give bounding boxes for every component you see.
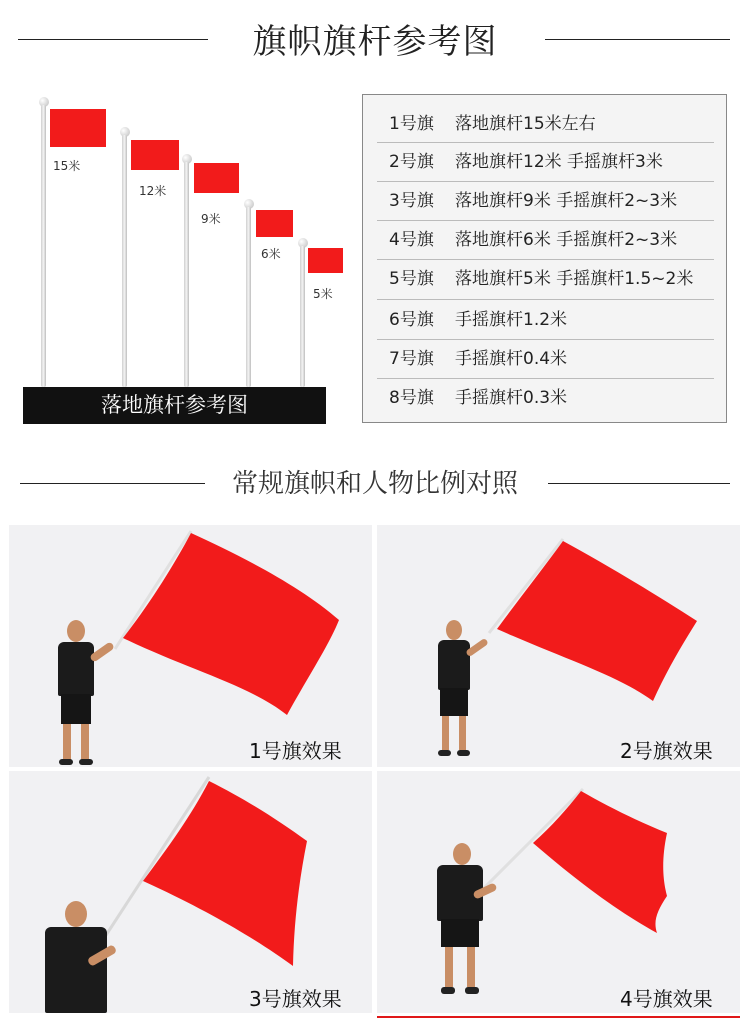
person-figure	[435, 843, 495, 1003]
table-row	[377, 221, 714, 259]
flag-pole-spec: 落地旗杆12米 手摇旗杆3米	[455, 152, 663, 172]
section-rule-right	[548, 483, 730, 484]
person-figure	[55, 620, 115, 767]
height-label-5m: 5米	[313, 287, 333, 301]
effect-panel-4	[377, 771, 740, 1013]
flag-9m	[194, 163, 239, 193]
table-row	[377, 182, 714, 220]
flag-pole-spec: 手摇旗杆0.3米	[455, 388, 568, 408]
effect-caption-4: 4号旗效果	[620, 987, 713, 1011]
effect-panel-2	[377, 525, 740, 767]
flag-number: 8号旗	[389, 388, 434, 408]
flag-number: 4号旗	[389, 230, 434, 250]
person-figure	[435, 620, 491, 762]
flag-number: 2号旗	[389, 152, 434, 172]
effect-caption-3: 3号旗效果	[249, 987, 342, 1011]
pole-15m	[41, 105, 46, 387]
table-row	[377, 340, 714, 378]
flag-pole-spec: 落地旗杆5米 手摇旗杆1.5~2米	[455, 269, 694, 289]
flag-pole-spec: 落地旗杆15米左右	[455, 114, 596, 134]
title-rule-right	[545, 39, 730, 40]
flag-number: 1号旗	[389, 114, 434, 134]
page-title: 旗帜旗杆参考图	[252, 22, 498, 62]
flag-15m	[50, 109, 106, 147]
effect-panel-3	[9, 771, 372, 1013]
height-label-15m: 15米	[53, 159, 81, 173]
effect-panel-1	[9, 525, 372, 767]
pole-12m	[122, 135, 127, 387]
table-row	[377, 301, 714, 339]
flag-number: 5号旗	[389, 269, 434, 289]
height-label-6m: 6米	[261, 247, 281, 261]
table-row	[377, 143, 714, 181]
flag-photo-2	[377, 525, 740, 767]
ground-pole-caption: 落地旗杆参考图	[23, 387, 326, 424]
table-row	[377, 260, 714, 298]
flag-12m	[131, 140, 179, 170]
bottom-accent-line	[377, 1016, 740, 1018]
section-title: 常规旗帜和人物比例对照	[231, 469, 518, 499]
effect-caption-1: 1号旗效果	[249, 739, 342, 763]
height-label-12m: 12米	[139, 184, 167, 198]
height-label-9m: 9米	[201, 212, 221, 226]
effect-caption-2: 2号旗效果	[620, 739, 713, 763]
pole-5m	[300, 246, 305, 387]
flag-pole-spec: 落地旗杆6米 手摇旗杆2~3米	[455, 230, 678, 250]
table-row	[377, 105, 714, 143]
flag-pole-spec: 手摇旗杆0.4米	[455, 349, 568, 369]
flag-number: 6号旗	[389, 310, 434, 330]
flag-size-table	[362, 94, 727, 423]
flag-pole-spec: 落地旗杆9米 手摇旗杆2~3米	[455, 191, 678, 211]
flag-number: 3号旗	[389, 191, 434, 211]
flag-6m	[256, 210, 293, 237]
pole-6m	[246, 207, 251, 387]
flag-pole-spec: 手摇旗杆1.2米	[455, 310, 568, 330]
flag-number: 7号旗	[389, 349, 434, 369]
person-figure	[45, 901, 115, 1013]
pole-9m	[184, 162, 189, 387]
table-row	[377, 379, 714, 417]
row-divider	[377, 299, 714, 300]
flag-photo-4	[377, 771, 740, 1013]
flag-5m	[308, 248, 343, 273]
